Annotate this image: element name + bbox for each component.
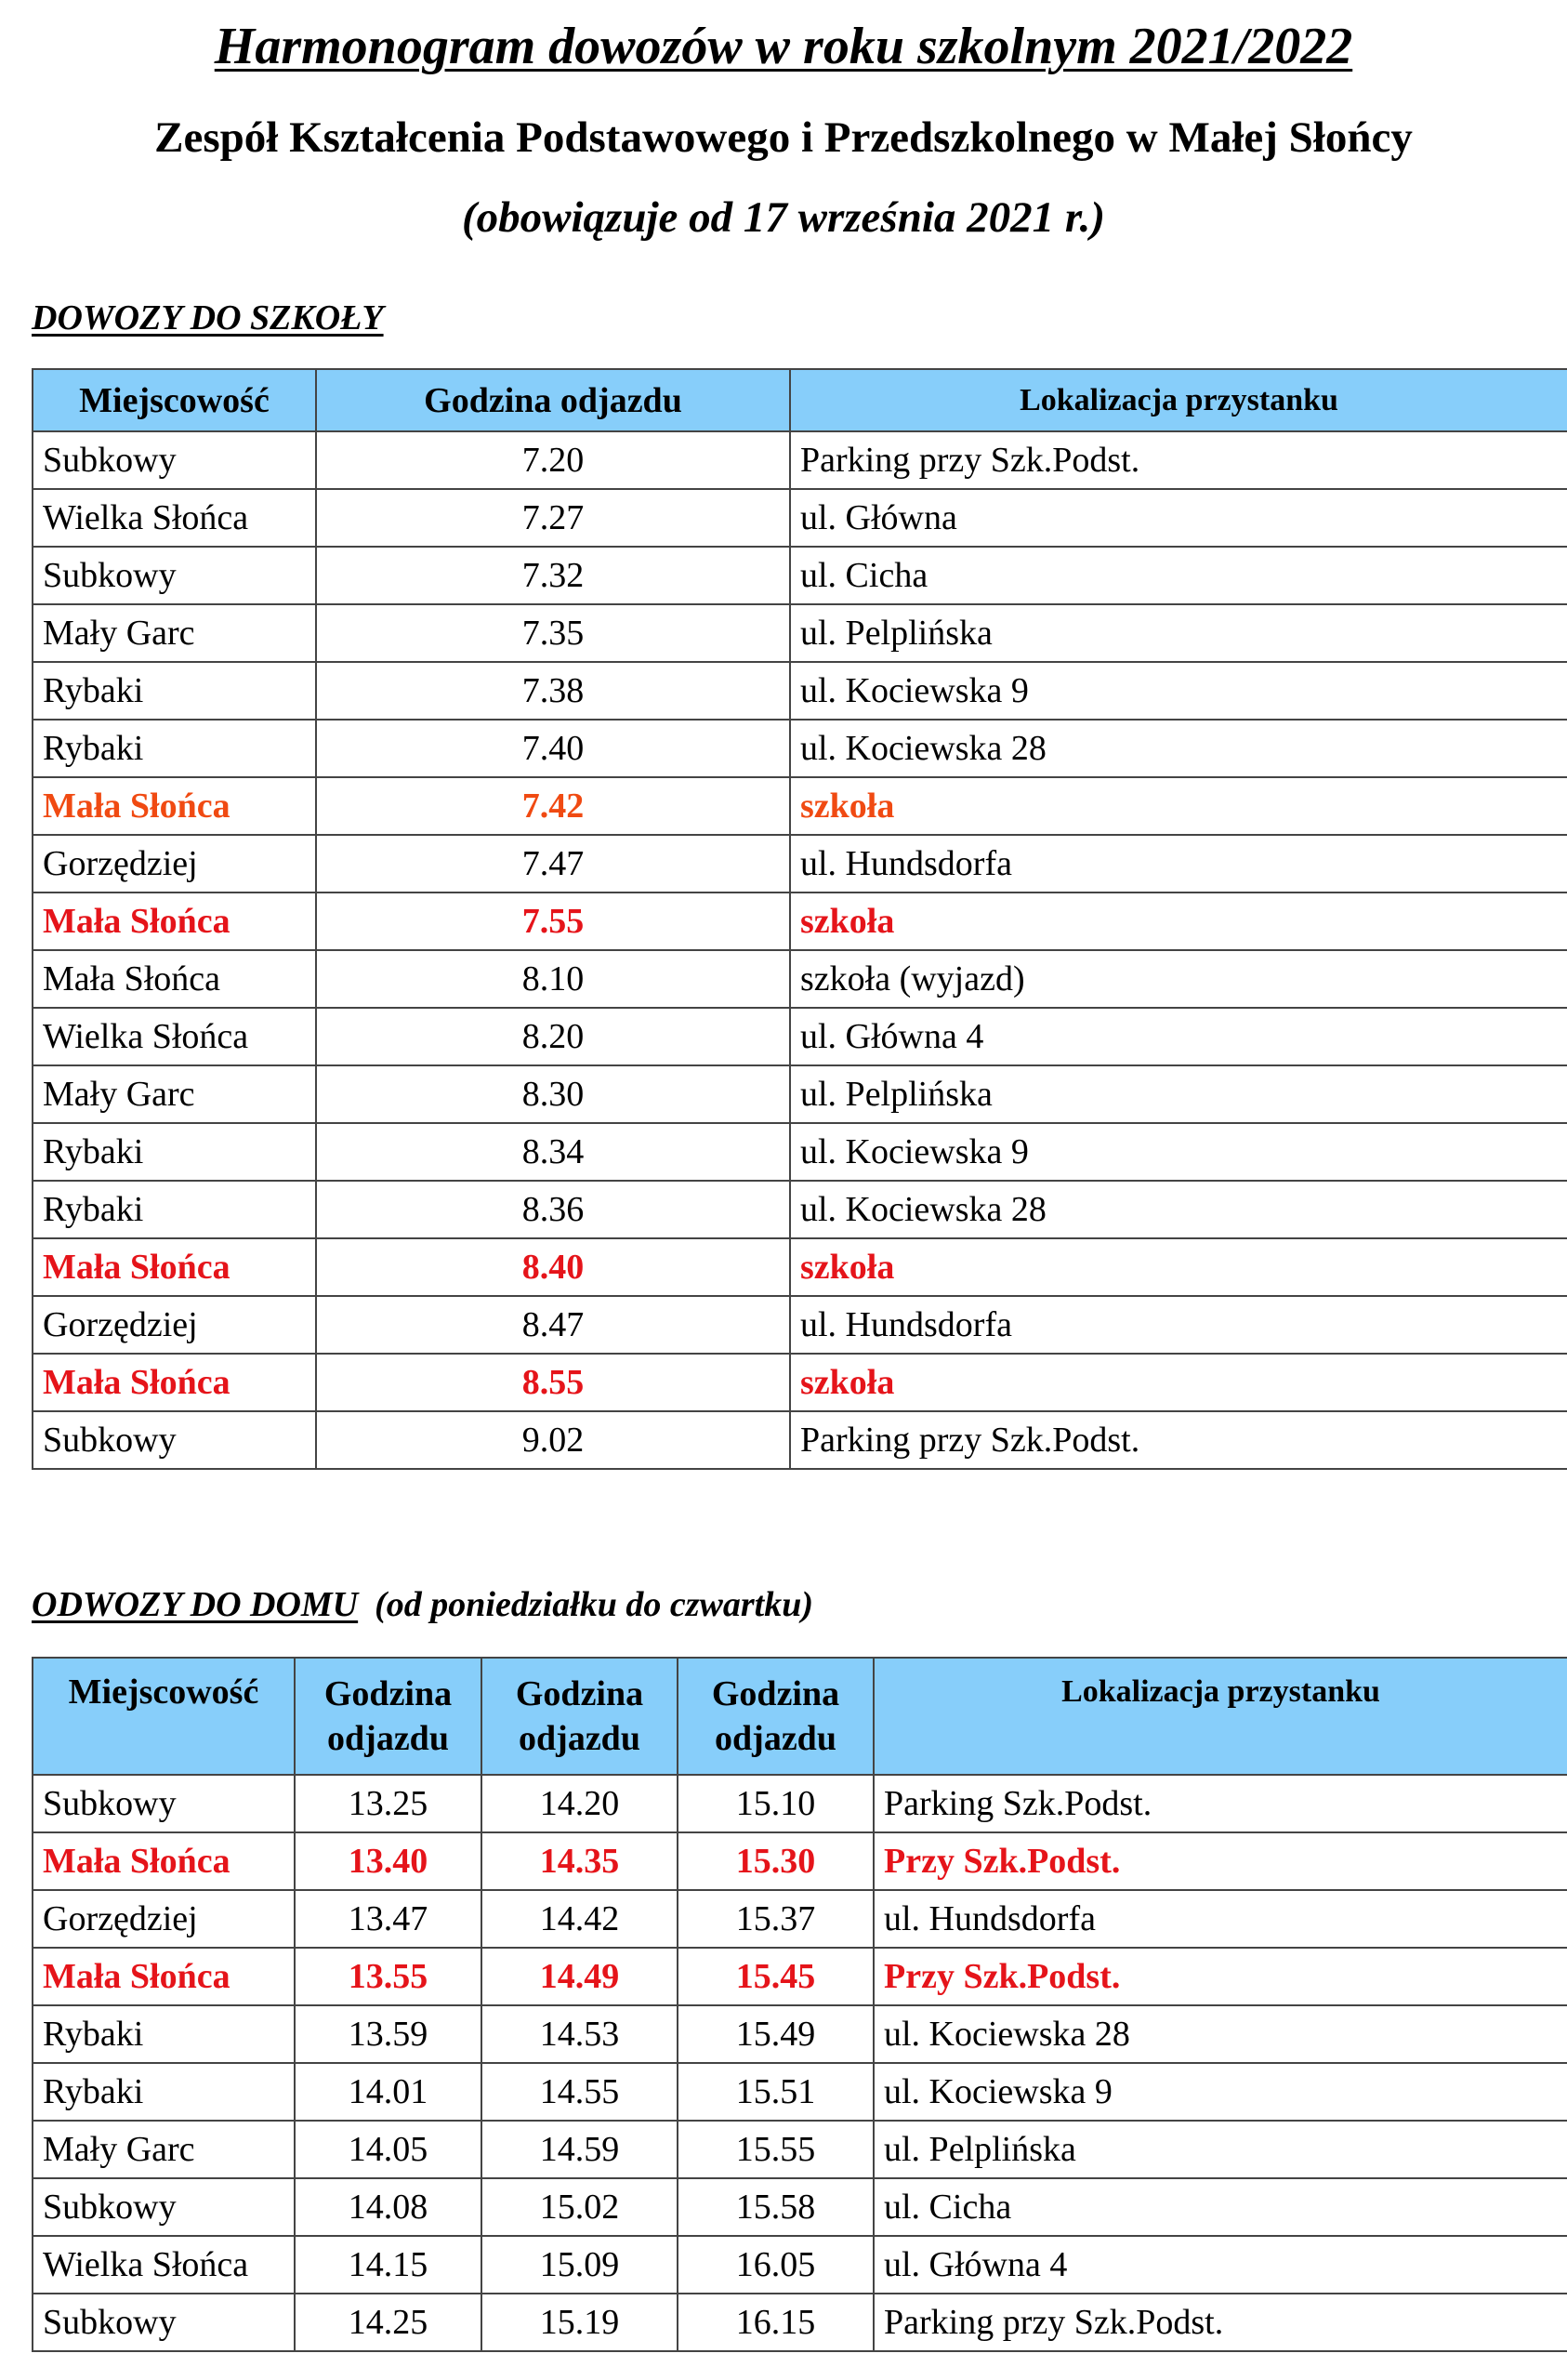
cell-time-2: 15.19 xyxy=(481,2294,678,2351)
col-header-time: Godzina odjazdu xyxy=(316,369,790,431)
table-row xyxy=(33,835,1567,892)
table-row xyxy=(33,2294,1567,2351)
cell-place: Subkowy xyxy=(33,1775,295,1832)
cell-time: 8.40 xyxy=(316,1238,790,1296)
cell-place: Mały Garc xyxy=(33,1065,316,1123)
cell-place: Gorzędziej xyxy=(33,835,316,892)
table-row xyxy=(33,2005,1567,2063)
cell-time-3: 16.05 xyxy=(678,2236,874,2294)
table-row xyxy=(33,2063,1567,2121)
table-row xyxy=(33,662,1567,720)
cell-time: 7.27 xyxy=(316,489,790,547)
table-header-row xyxy=(33,369,1567,431)
cell-place: Wielka Słońca xyxy=(33,489,316,547)
cell-stop: ul. Kociewska 9 xyxy=(790,662,1567,720)
cell-time-2: 14.49 xyxy=(481,1948,678,2005)
cell-time: 8.47 xyxy=(316,1296,790,1354)
cell-stop: Przy Szk.Podst. xyxy=(874,1948,1567,2005)
table-row xyxy=(33,1890,1567,1948)
cell-place: Mała Słońca xyxy=(33,777,316,835)
cell-time: 7.32 xyxy=(316,547,790,604)
cell-time-2: 15.02 xyxy=(481,2178,678,2236)
table-row xyxy=(33,489,1567,547)
cell-time-3: 15.45 xyxy=(678,1948,874,2005)
cell-stop: ul. Pelplińska xyxy=(874,2121,1567,2178)
cell-place: Rybaki xyxy=(33,1123,316,1181)
cell-place: Subkowy xyxy=(33,547,316,604)
cell-stop: ul. Główna 4 xyxy=(874,2236,1567,2294)
table-row xyxy=(33,1411,1567,1469)
cell-time: 7.55 xyxy=(316,892,790,950)
to-school-table xyxy=(32,368,1567,1470)
cell-time-2: 14.35 xyxy=(481,1832,678,1890)
cell-time-1: 14.08 xyxy=(295,2178,481,2236)
cell-stop: ul. Hundsdorfa xyxy=(790,1296,1567,1354)
col-header-time-2: Godzina odjazdu xyxy=(481,1658,678,1775)
cell-place: Wielka Słońca xyxy=(33,1008,316,1065)
cell-place: Mała Słońca xyxy=(33,1238,316,1296)
cell-stop: ul. Pelplińska xyxy=(790,1065,1567,1123)
table-row xyxy=(33,1948,1567,2005)
cell-stop: ul. Główna 4 xyxy=(790,1008,1567,1065)
cell-time: 7.42 xyxy=(316,777,790,835)
cell-place: Gorzędziej xyxy=(33,1890,295,1948)
cell-place: Mała Słońca xyxy=(33,1354,316,1411)
table-row xyxy=(33,1238,1567,1296)
cell-stop: ul. Cicha xyxy=(874,2178,1567,2236)
cell-time: 8.34 xyxy=(316,1123,790,1181)
table-row xyxy=(33,2178,1567,2236)
table-header-row xyxy=(33,1658,1567,1775)
table-row xyxy=(33,604,1567,662)
cell-place: Mały Garc xyxy=(33,604,316,662)
cell-place: Subkowy xyxy=(33,2294,295,2351)
cell-stop: ul. Pelplińska xyxy=(790,604,1567,662)
cell-place: Mała Słońca xyxy=(33,1948,295,2005)
cell-time: 7.35 xyxy=(316,604,790,662)
col-header-place: Miejscowość xyxy=(33,369,316,431)
cell-time-1: 14.05 xyxy=(295,2121,481,2178)
table-row xyxy=(33,2236,1567,2294)
cell-place: Rybaki xyxy=(33,662,316,720)
cell-time: 7.47 xyxy=(316,835,790,892)
cell-time-3: 15.58 xyxy=(678,2178,874,2236)
cell-stop: ul. Kociewska 9 xyxy=(790,1123,1567,1181)
cell-time: 7.40 xyxy=(316,720,790,777)
cell-time-1: 13.47 xyxy=(295,1890,481,1948)
table-row xyxy=(33,1832,1567,1890)
cell-time-2: 14.53 xyxy=(481,2005,678,2063)
cell-time-1: 14.01 xyxy=(295,2063,481,2121)
table-row xyxy=(33,547,1567,604)
cell-time-3: 15.37 xyxy=(678,1890,874,1948)
cell-time-2: 14.55 xyxy=(481,2063,678,2121)
cell-stop: ul. Kociewska 9 xyxy=(874,2063,1567,2121)
cell-stop: ul. Kociewska 28 xyxy=(790,720,1567,777)
table-row xyxy=(33,720,1567,777)
section-title-to-home xyxy=(32,1582,813,1627)
cell-time: 8.36 xyxy=(316,1181,790,1238)
cell-stop: ul. Hundsdorfa xyxy=(790,835,1567,892)
cell-stop: szkoła xyxy=(790,892,1567,950)
to-school-rows xyxy=(33,431,1567,1469)
school-name: Zespół Kształcenia Podstawowego i Przedszkolnego w Małej Słońcy xyxy=(154,113,1413,162)
cell-time-1: 13.25 xyxy=(295,1775,481,1832)
cell-time: 8.10 xyxy=(316,950,790,1008)
valid-from-note: (obowiązuje od 17 września 2021 r.) xyxy=(461,193,1106,242)
document-title: Harmonogram dowozów w roku szkolnym 2021/2022 xyxy=(214,18,1353,75)
cell-stop: Parking Szk.Podst. xyxy=(874,1775,1567,1832)
cell-time: 7.20 xyxy=(316,431,790,489)
cell-stop: ul. Hundsdorfa xyxy=(874,1890,1567,1948)
cell-time-3: 15.51 xyxy=(678,2063,874,2121)
cell-stop: Parking przy Szk.Podst. xyxy=(790,1411,1567,1469)
cell-time-1: 13.59 xyxy=(295,2005,481,2063)
cell-place: Mała Słońca xyxy=(33,950,316,1008)
cell-time: 8.55 xyxy=(316,1354,790,1411)
cell-place: Subkowy xyxy=(33,2178,295,2236)
cell-place: Mała Słońca xyxy=(33,1832,295,1890)
cell-stop: ul. Kociewska 28 xyxy=(874,2005,1567,2063)
cell-time-3: 15.49 xyxy=(678,2005,874,2063)
cell-stop: szkoła xyxy=(790,1238,1567,1296)
col-header-time-3: Godzina odjazdu xyxy=(678,1658,874,1775)
cell-place: Rybaki xyxy=(33,2005,295,2063)
cell-place: Wielka Słońca xyxy=(33,2236,295,2294)
col-header-stop: Lokalizacja przystanku xyxy=(874,1658,1567,1775)
table-row xyxy=(33,777,1567,835)
cell-place: Rybaki xyxy=(33,2063,295,2121)
cell-stop: Przy Szk.Podst. xyxy=(874,1832,1567,1890)
cell-place: Gorzędziej xyxy=(33,1296,316,1354)
cell-stop: Parking przy Szk.Podst. xyxy=(874,2294,1567,2351)
table-row xyxy=(33,892,1567,950)
cell-time-2: 14.20 xyxy=(481,1775,678,1832)
cell-time-2: 14.42 xyxy=(481,1890,678,1948)
to-home-heading: ODWOZY DO DOMU xyxy=(32,1585,359,1624)
cell-stop: szkoła (wyjazd) xyxy=(790,950,1567,1008)
cell-place: Mała Słońca xyxy=(33,892,316,950)
cell-time-1: 13.40 xyxy=(295,1832,481,1890)
cell-place: Rybaki xyxy=(33,720,316,777)
table-row xyxy=(33,1181,1567,1238)
to-home-table xyxy=(32,1657,1567,2352)
cell-place: Subkowy xyxy=(33,1411,316,1469)
table-row xyxy=(33,950,1567,1008)
table-row xyxy=(33,1065,1567,1123)
cell-place: Rybaki xyxy=(33,1181,316,1238)
cell-time: 9.02 xyxy=(316,1411,790,1469)
col-header-place: Miejscowość xyxy=(33,1658,295,1775)
cell-stop: ul. Kociewska 28 xyxy=(790,1181,1567,1238)
cell-stop: Parking przy Szk.Podst. xyxy=(790,431,1567,489)
cell-time-2: 14.59 xyxy=(481,2121,678,2178)
table-row xyxy=(33,1296,1567,1354)
cell-stop: ul. Główna xyxy=(790,489,1567,547)
cell-time-3: 15.30 xyxy=(678,1832,874,1890)
to-home-days-note: (od poniedziałku do czwartku) xyxy=(375,1585,814,1624)
table-row xyxy=(33,2121,1567,2178)
cell-time: 7.38 xyxy=(316,662,790,720)
cell-time-3: 15.55 xyxy=(678,2121,874,2178)
table-row xyxy=(33,1008,1567,1065)
cell-stop: szkoła xyxy=(790,1354,1567,1411)
cell-time: 8.30 xyxy=(316,1065,790,1123)
table-row xyxy=(33,431,1567,489)
col-header-time-1: Godzina odjazdu xyxy=(295,1658,481,1775)
cell-time-1: 14.15 xyxy=(295,2236,481,2294)
cell-time-1: 13.55 xyxy=(295,1948,481,2005)
table-row xyxy=(33,1775,1567,1832)
table-row xyxy=(33,1123,1567,1181)
cell-place: Mały Garc xyxy=(33,2121,295,2178)
cell-stop: szkoła xyxy=(790,777,1567,835)
cell-time-3: 16.15 xyxy=(678,2294,874,2351)
cell-time: 8.20 xyxy=(316,1008,790,1065)
col-header-stop: Lokalizacja przystanku xyxy=(790,369,1567,431)
to-school-heading: DOWOZY DO SZKOŁY xyxy=(32,298,384,337)
to-home-rows xyxy=(33,1775,1567,2351)
section-title-to-school xyxy=(32,296,384,340)
cell-time-1: 14.25 xyxy=(295,2294,481,2351)
cell-place: Subkowy xyxy=(33,431,316,489)
cell-time-2: 15.09 xyxy=(481,2236,678,2294)
cell-time-3: 15.10 xyxy=(678,1775,874,1832)
table-row xyxy=(33,1354,1567,1411)
cell-stop: ul. Cicha xyxy=(790,547,1567,604)
